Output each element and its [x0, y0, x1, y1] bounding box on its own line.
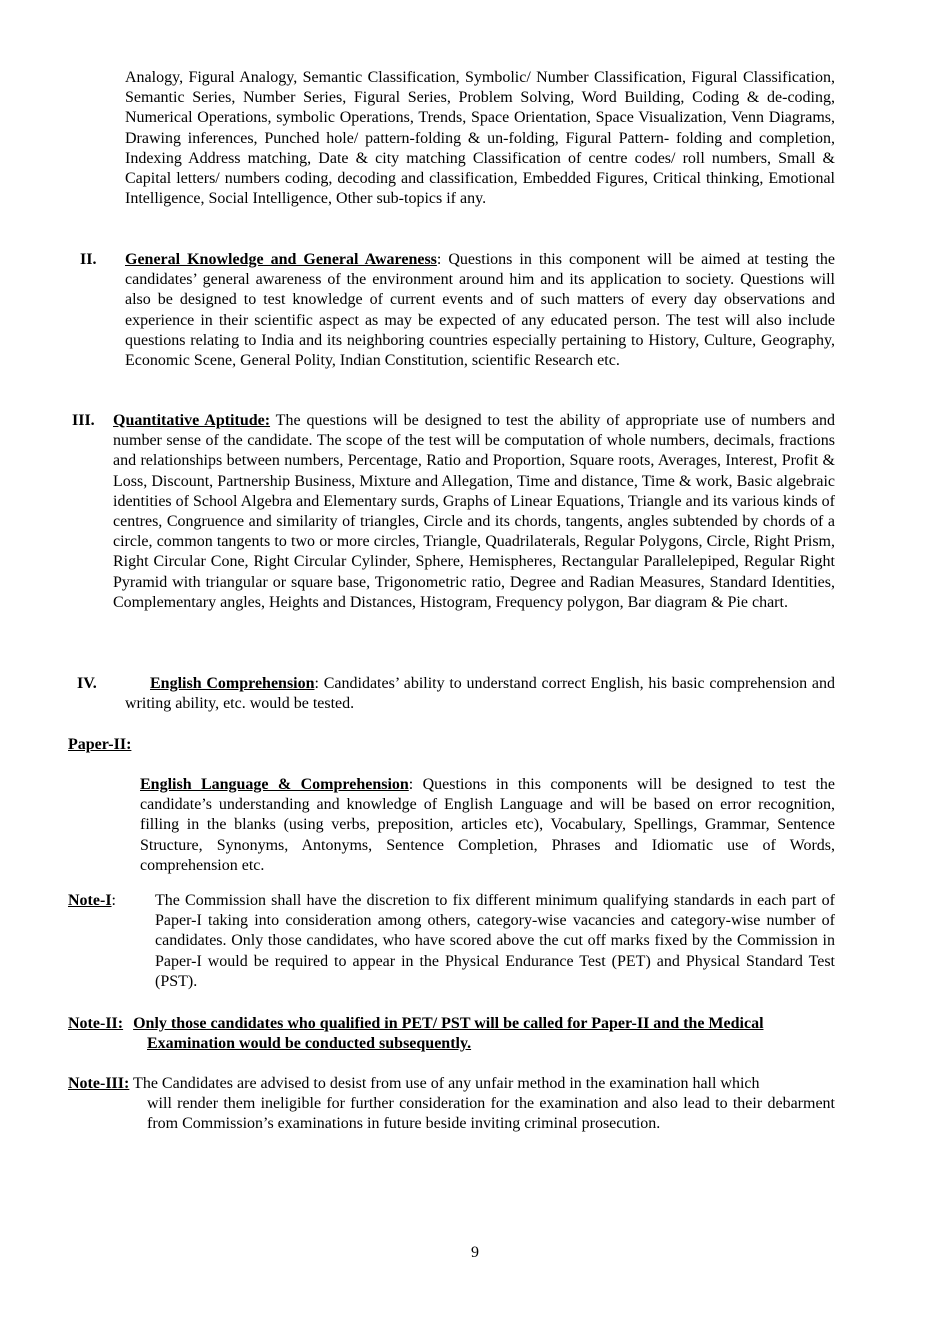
section-3-text: The questions will be designed to test the ability of appropriate use of numbers and number sense of the candidate. The scope of the test will be computation of whole numbers, decimals, fractions and relationships between numbers, Percentage, Ratio and Proportion, Square roots, Averages, Interest, Profit & Loss, Discount, Partnership Business, Mixture and Allegation, Time and distance, Time & work, Basic algebraic identities of School Algebra and Elementary surds, Graphs of Linear Equations, Triangle and its various kinds of centres, Congruence and similarity of triangles, Circle and its chords, tangents, angles subtended by chords of a circle, common tangents to two or more circles, Triangle, Quadrilaterals, Regular Polygons, Circle, Right Prism, Right Circular Cone, Right Circular Cylinder, Sphere, Hemispheres, Rectangular Parallelepiped, Regular Right Pyramid with triangular or square base, Trigonometric ratio, Degree and Radian Measures, Standard Identities, Complementary angles, Heights and Distances, Histogram, Frequency polygon, Bar diagram & Pie chart. [113, 412, 835, 611]
section-2-text: : Questions in this component will be aimed at testing the candidates’ general awareness of the environment around him and its application to society. Questions will also be designed to test knowledge of current events and of such matters of every day observations and experience in their scientific aspect as may be expected of any educated person. The test will also include questions relating to India and its neighboring countries especially pertaining to History, Culture, Geography, Economic Scene, General Polity, Indian Constitution, scientific Research etc. [125, 251, 835, 370]
note-1-label-wrap [68, 891, 116, 911]
note-3-text: will render them ineligible for further consideration for the examination and also lead to their debarment from Commission’s examinations in future beside inviting criminal prosecution. [147, 1095, 835, 1133]
paper-2-text: : Questions in this components will be designed to test the candidate’s understanding and knowledge of English Language and will be based on error recognition, filling in the blanks (using verbs, preposition, articles etc), Vocabulary, Spellings, Grammar, Sentence Structure, Synonyms, Antonyms, Sentence Completion, Phrases and Idiomatic use of Words, comprehension etc. [140, 776, 836, 874]
note-2-text-line2: Examination would be conducted subsequently. [147, 1035, 472, 1052]
note-2-label: Note-II: [68, 1015, 124, 1032]
section-2-paragraph [125, 250, 835, 371]
note-1-text: The Commission shall have the discretion to fix different minimum qualifying standards in each part of Paper-I taking into consideration among others, category-wise vacancies and category-wise number of candidates. Only those candidates, who have scored above the cut off marks fixed by the Commission in Paper-I would be required to appear in the Physical Endurance Test (PET) and Physical Standard Test (PST). [155, 892, 835, 990]
section-2-heading: General Knowledge and General Awareness [125, 251, 437, 268]
note-2-line1 [68, 1014, 835, 1034]
note-3-text-line1: The Candidates are advised to desist from use of any unfair method in the examination hall which [129, 1075, 760, 1092]
note-3-line1 [68, 1074, 835, 1094]
intro-paragraph [125, 68, 835, 209]
section-4-paragraph [125, 674, 835, 714]
section-2-number: II. [80, 251, 97, 268]
section-4-text: : Candidates’ ability to understand correct English, his basic comprehension and writing ability, etc. would be tested. [125, 675, 836, 713]
note-3-label: Note-III: [68, 1075, 130, 1092]
intro-text: Analogy, Figural Analogy, Semantic Classification, Symbolic/ Number Classification, Figural Classification, Semantic Series, Number Series, Figural Series, Problem Solving, Word Building, Coding & de-coding, Numerical Operations, symbolic Operations, Trends, Space Orientation, Space Visualization, Venn Diagrams, Drawing inferences, Punched hole/ pattern-folding & un-folding, Figural Pattern- folding and completion, Indexing Address matching, Date & city matching Classification of centre codes/ roll numbers, Small & Capital letters/ numbers coding, decoding and classification, Embedded Figures, Critical thinking, Emotional Intelligence, Social Intelligence, Other sub-topics if any. [125, 69, 835, 208]
paper-2-paragraph [140, 775, 835, 876]
note-3-paragraph [147, 1094, 835, 1134]
note-1-label: Note-I [68, 892, 112, 909]
note-1-colon: : [111, 892, 116, 909]
section-3-number: III. [72, 412, 95, 429]
page-number: 9 [471, 1244, 479, 1261]
section-4-number: IV. [77, 675, 97, 692]
note-2-text-line1: Only those candidates who qualified in PET/ PST will be called for Paper-II and the Medical [133, 1015, 764, 1032]
paper-2-heading: Paper-II: [68, 736, 132, 753]
section-4-heading: English Comprehension [150, 675, 315, 692]
note-1-paragraph [155, 891, 835, 992]
section-3-heading: Quantitative Aptitude: [113, 412, 271, 429]
paper-2-subheading: English Language & Comprehension [140, 776, 409, 793]
section-3-paragraph [113, 411, 835, 613]
